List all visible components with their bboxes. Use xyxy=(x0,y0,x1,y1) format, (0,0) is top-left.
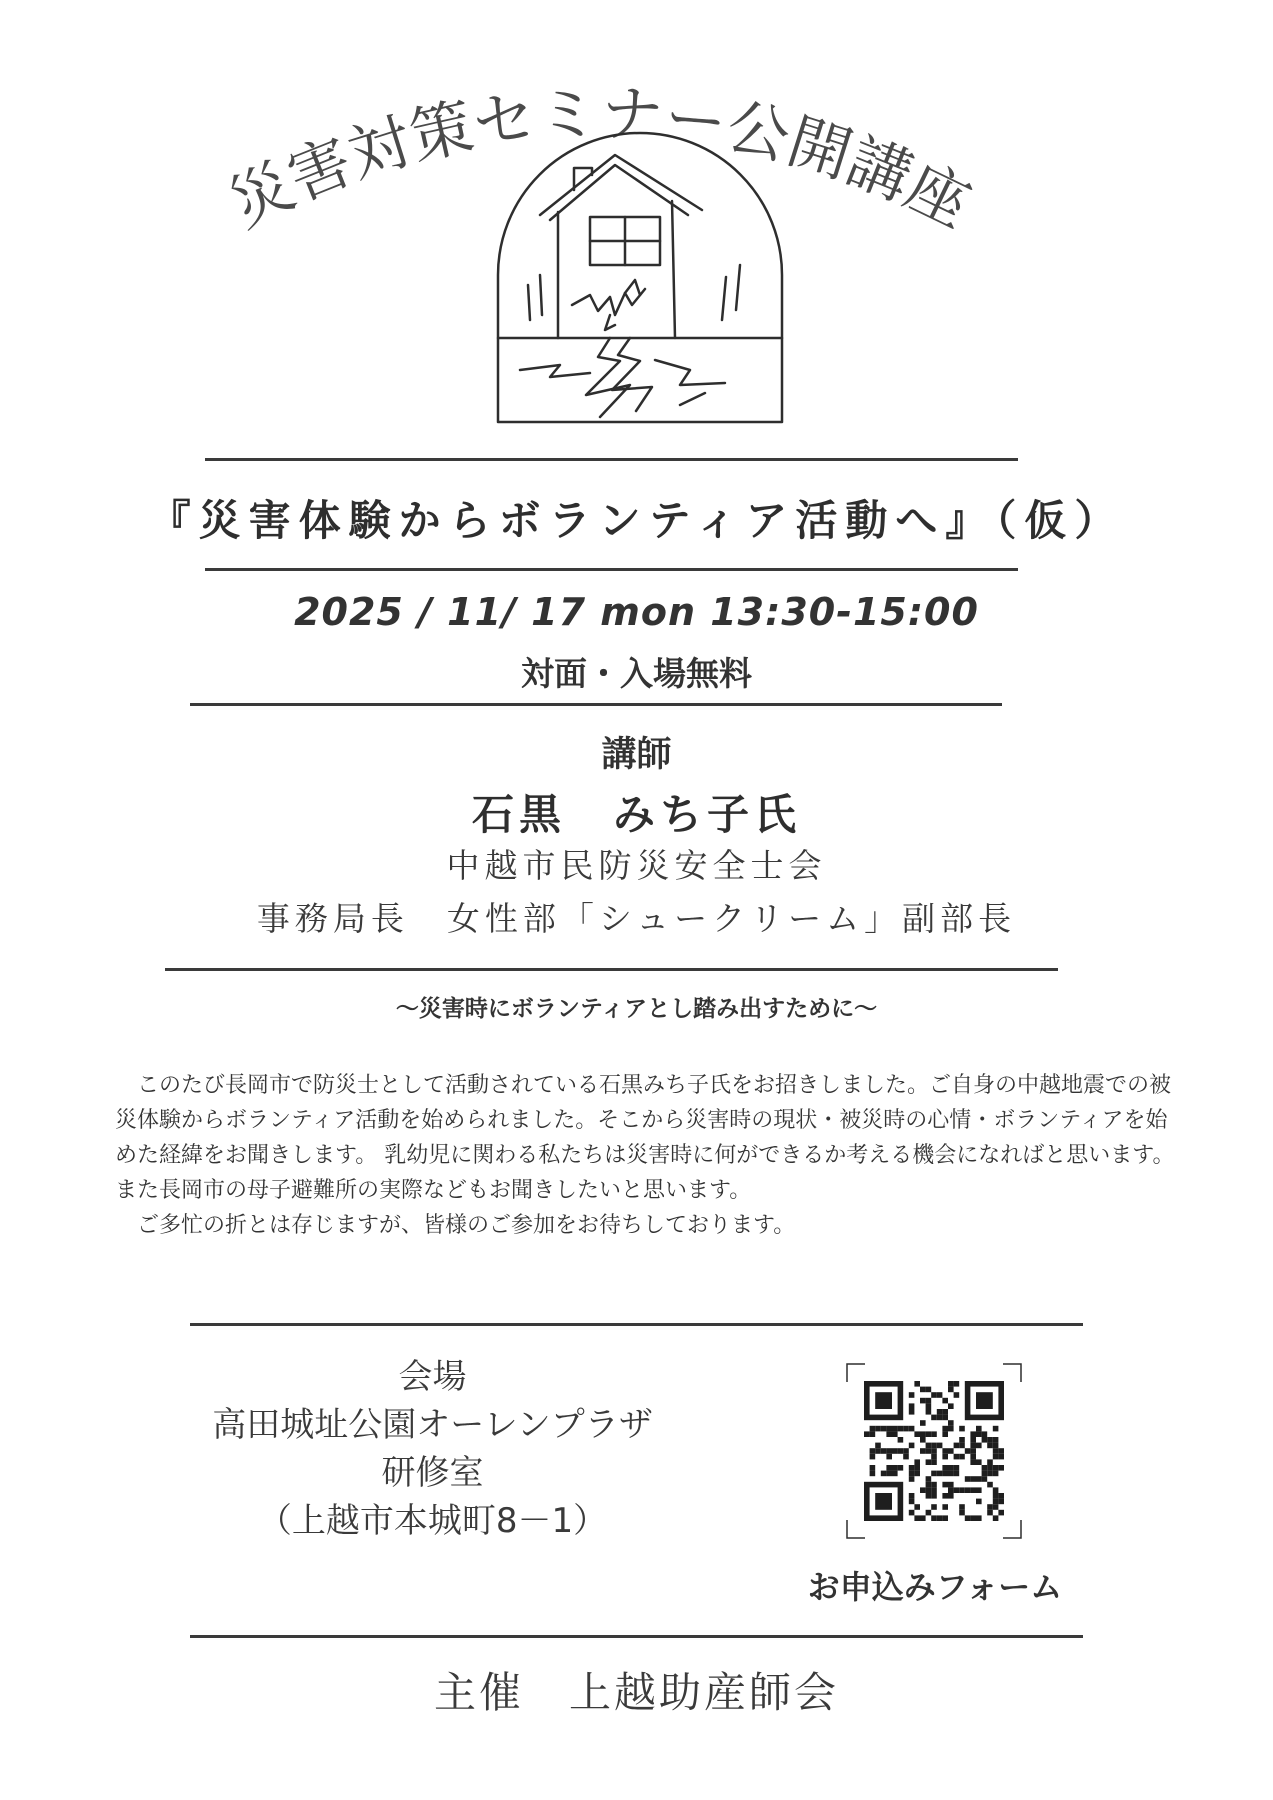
organizer: 主催 上越助産師会 xyxy=(433,1668,839,1717)
divider xyxy=(190,1635,1083,1638)
venue-label: 会場 xyxy=(398,1357,467,1397)
description xyxy=(115,1068,1175,1243)
venue-block xyxy=(170,1353,695,1545)
venue-address: （上越市本城町8－1） xyxy=(257,1501,608,1541)
description-paragraph: このたび長岡市で防災士として活動されている石黒みち子氏をお招きしました。ご自身の中越地震での被災体験からボランティア活動を始められました。そこから災害時の現状・被災時の心情・ボランティアを始めた経緯をお聞きします。 乳幼児に関わる私たちは災害時に何ができるか考える機会になればと思います。また長岡市の母子避難所の実際などもお聞きしたいと思います。 xyxy=(115,1073,1175,1203)
lecturer-label: 講師 xyxy=(601,735,672,775)
divider xyxy=(205,458,1018,461)
divider xyxy=(205,568,1018,571)
divider xyxy=(190,703,1002,706)
lecturer-role: 事務局長 女性部「シュークリーム」副部長 xyxy=(256,899,1017,938)
divider xyxy=(165,968,1058,971)
event-datetime: 2025 / 11/ 17 mon 13:30-15:00 xyxy=(294,590,979,634)
lecture-title: 『災害体験からボランティア活動へ』（仮） xyxy=(148,496,1125,545)
qr-code-icon[interactable] xyxy=(845,1362,1023,1540)
lecturer-organization: 中越市民防災安全士会 xyxy=(446,846,827,885)
admission-info: 対面・入場無料 xyxy=(521,654,752,693)
application-form-label[interactable]: お申込みフォーム xyxy=(807,1568,1063,1606)
venue-name: 高田城址公園オーレンプラザ xyxy=(212,1405,653,1445)
divider xyxy=(190,1323,1083,1326)
lecturer-name: 石黒 みち子氏 xyxy=(471,790,801,839)
venue-room: 研修室 xyxy=(381,1453,484,1493)
collapsing-house-icon xyxy=(490,135,790,425)
arc-title-text: 災害対策セミナー公開講座 xyxy=(218,76,982,242)
seminar-subtitle: ～災害時にボランティアとし踏み出すために～ xyxy=(395,996,878,1022)
description-paragraph: ご多忙の折とは存じますが、皆様のご参加をお待ちしております。 xyxy=(137,1213,796,1238)
